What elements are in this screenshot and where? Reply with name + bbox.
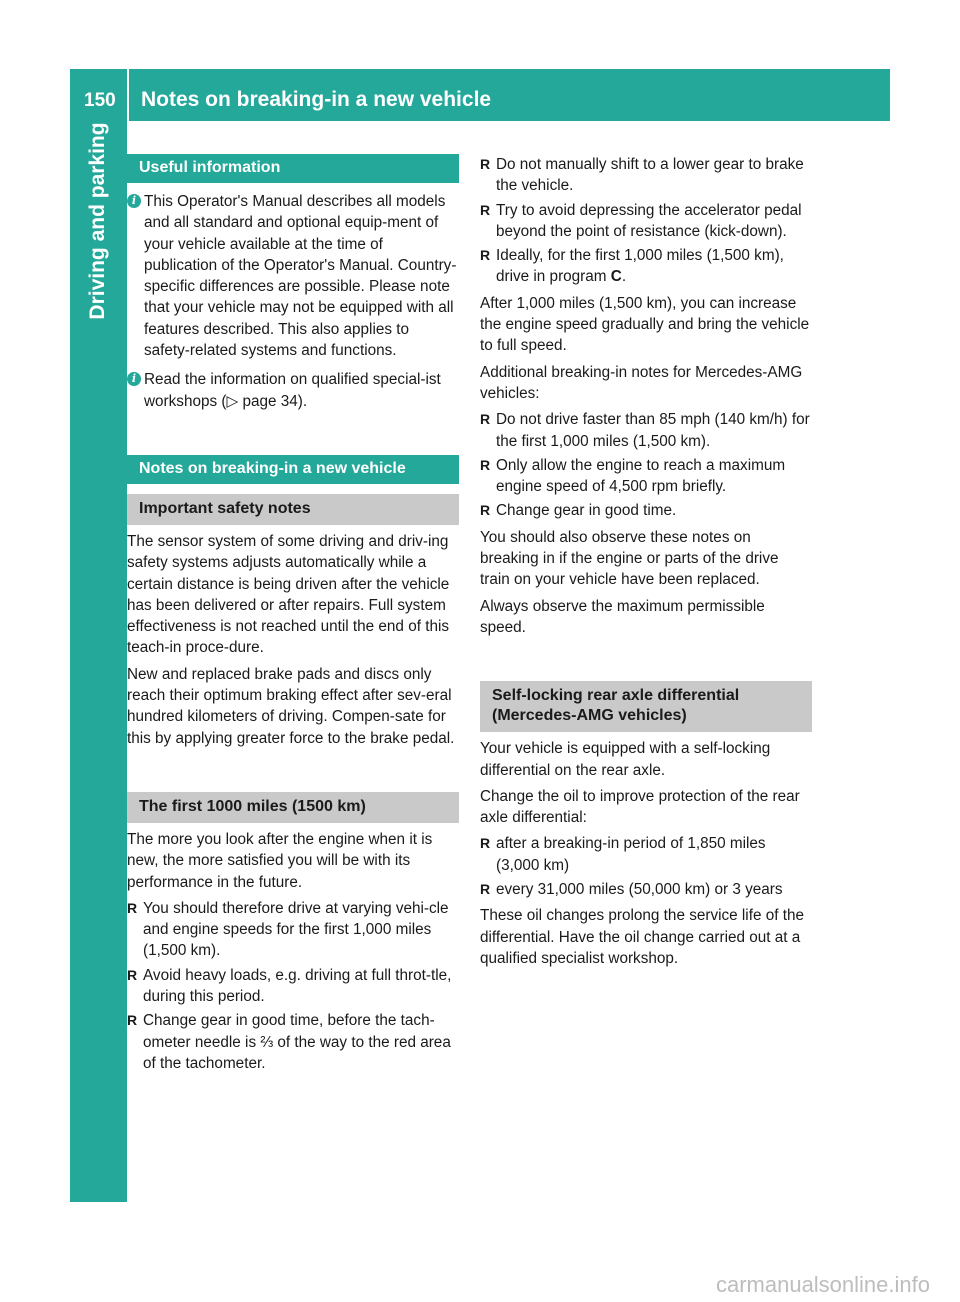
useful-info-heading: Useful information	[127, 154, 459, 183]
paragraph: Additional breaking-in notes for Mercedes-AMG vehicles:	[480, 363, 803, 402]
bullet-icon: R	[480, 411, 491, 428]
list-item: R every 31,000 miles (50,000 km) or 3 years	[480, 879, 812, 900]
paragraph: These oil changes prolong the service life of the differential. Have the oil change carried out at a qualified specialist workshop.	[480, 907, 804, 967]
paragraph: The more you look after the engine when it is new, the more satisfied you will be with its performance in the future.	[127, 830, 433, 891]
info-icon: i	[127, 372, 141, 386]
watermark: carmanualsonline.info	[715, 1272, 930, 1297]
program-letter: C	[610, 268, 622, 286]
bullet-list	[127, 898, 459, 1074]
paragraph: After 1,000 miles (1,500 km), you can increase the engine speed gradually and bring the vehicle to full speed.	[480, 294, 810, 355]
page-title: Notes on breaking-in a new vehicle	[141, 88, 492, 111]
bullet-icon: R	[480, 502, 491, 519]
bullet-icon: R	[127, 899, 138, 916]
info-note	[127, 369, 459, 412]
info-note-text: Read the information on qualified special-ist workshops (▷ page 34).	[144, 371, 441, 410]
bullet-icon: R	[480, 247, 491, 264]
bullet-icon: R	[480, 881, 491, 898]
bullet-list	[480, 154, 812, 288]
list-item: R Do not drive faster than 85 mph (140 km/h) for the first 1,000 miles (1,500 km).	[480, 411, 810, 450]
bullet-list	[480, 833, 812, 900]
paragraph: The sensor system of some driving and driv-ing safety systems adjusts automatically while a certain distance is being driven after the vehicle has been delivered or after repairs. Full system effectiveness is not reached until the end of this teach-in proce-dure.	[127, 532, 450, 657]
first-miles-heading: The first 1000 miles (1500 km)	[127, 792, 459, 823]
differential-heading: Self-locking rear axle differential (Mercedes-AMG vehicles)	[480, 681, 812, 732]
list-item: R Only allow the engine to reach a maximum engine speed of 4,500 rpm briefly.	[480, 456, 786, 496]
list-item: R Do not manually shift to a lower gear to brake the vehicle.	[480, 156, 804, 195]
breaking-in-heading: Notes on breaking-in a new vehicle	[127, 455, 459, 484]
list-item: R Ideally, for the first 1,000 miles (1,500 km), drive in program C.	[480, 247, 784, 286]
bullet-icon: R	[480, 456, 491, 473]
bullet-icon: R	[127, 1012, 138, 1029]
list-item: R Try to avoid depressing the accelerator pedal beyond the point of resistance (kick-down).	[480, 201, 802, 240]
right-column	[480, 154, 812, 974]
side-tab	[70, 121, 127, 321]
bullet-icon: R	[127, 966, 138, 983]
info-icon: i	[127, 194, 141, 208]
list-item: R You should therefore drive at varying vehi-cle and engine speeds for the first 1,000 miles (1,500 km).	[127, 899, 449, 960]
left-column	[127, 154, 459, 1079]
safety-notes-heading: Important safety notes	[127, 494, 459, 525]
paragraph: Always observe the maximum permissible speed.	[480, 597, 765, 636]
bullet-icon: R	[480, 201, 491, 218]
list-item: R after a breaking-in period of 1,850 miles (3,000 km)	[480, 835, 766, 874]
paragraph: Change the oil to improve protection of the rear axle differential:	[480, 787, 800, 827]
info-note-text: This Operator's Manual describes all models and all standard and optional equip-ment of your vehicle available at the time of publication of the Operator's Manual. Country-specific differences are possible. Please note that your vehicle may not be equipped with all features described. This also applies to safety-related systems and functions.	[144, 193, 457, 360]
header-divider	[127, 69, 129, 121]
bullet-icon: R	[480, 835, 491, 852]
bullet-list	[480, 409, 812, 521]
info-note	[127, 191, 459, 361]
list-item: R Change gear in good time, before the tach-ometer needle is ⅔ of the way to the red area of the tachometer.	[127, 1012, 451, 1072]
paragraph: You should also observe these notes on breaking in if the engine or parts of the drive train on your vehicle have been replaced.	[480, 528, 779, 589]
list-item: R Avoid heavy loads, e.g. driving at full throt-tle, during this period.	[127, 966, 452, 1006]
paragraph: Your vehicle is equipped with a self-locking differential on the rear axle.	[480, 740, 771, 779]
paragraph: New and replaced brake pads and discs only reach their optimum braking effect after sev-eral hundred kilometers of driving. Compen-sate for this by applying greater force to the brake pedal.	[127, 665, 455, 747]
page-number: 150	[84, 90, 116, 111]
bullet-icon: R	[480, 156, 491, 172]
side-tab-label: Driving and parking	[86, 122, 109, 320]
list-item: R Change gear in good time.	[480, 500, 812, 521]
